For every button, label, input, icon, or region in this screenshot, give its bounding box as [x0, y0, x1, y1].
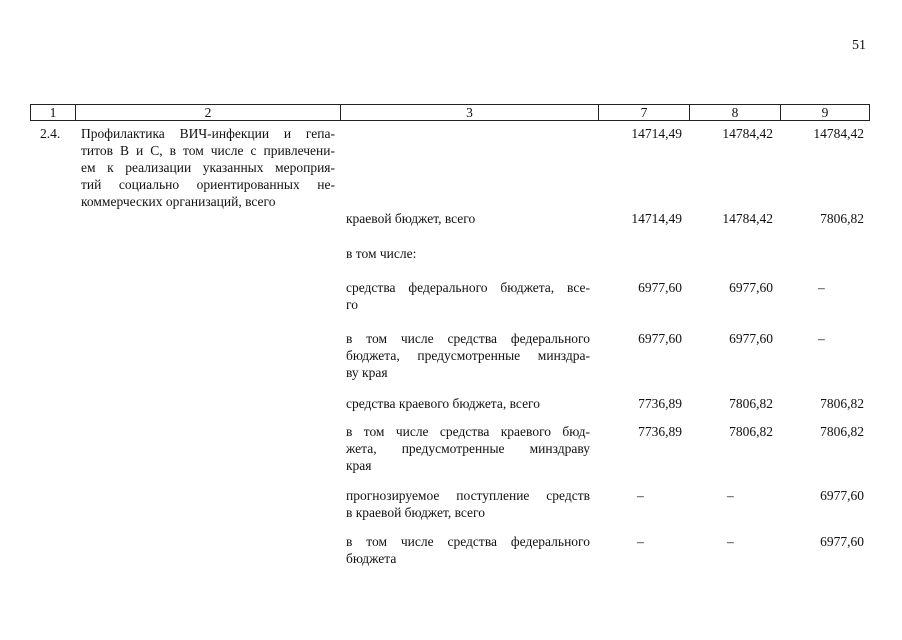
item-value-col9: 6977,60: [820, 534, 864, 549]
budget-item: [346, 245, 590, 262]
budget-item-line: края: [346, 458, 372, 473]
row-total-col7: 14714,49: [631, 126, 682, 141]
budget-item-line: краевой бюджет, всего: [346, 211, 476, 226]
budget-item-line: жета, предусмотренные минздраву: [346, 441, 590, 456]
header-col-7: 7: [640, 105, 648, 120]
item-value-col8: 7806,82: [729, 424, 773, 439]
budget-item-line: в том числе средства федерального: [346, 534, 590, 549]
budget-item: [346, 330, 590, 381]
budget-item: [346, 423, 590, 474]
budget-item-line: го: [346, 297, 358, 312]
item-value-col7: 7736,89: [638, 424, 682, 439]
item-value-col9-text: –: [818, 280, 825, 295]
item-value-col9: 6977,60: [820, 488, 864, 503]
item-value-col7: 7736,89: [638, 396, 682, 411]
budget-item-line: в том числе средства федерального: [346, 331, 590, 346]
item-value-col8-text: –: [727, 534, 734, 549]
budget-item-line: в том числе:: [346, 246, 417, 261]
budget-item: [346, 210, 590, 227]
item-value-col7: 6977,60: [638, 280, 682, 295]
budget-item-line: в том числе средства краевого бюд-: [346, 424, 590, 439]
row-title: [81, 125, 335, 210]
item-value-col9: 7806,82: [820, 211, 864, 226]
budget-item-line: прогнозируемое поступление средств: [346, 488, 590, 503]
row-title-line: коммерческих организаций, всего: [81, 194, 276, 209]
page-number: 51: [852, 38, 866, 53]
budget-item-line: средства краевого бюджета, всего: [346, 396, 541, 411]
row-title-line: ем к реализации указанных мероприя-: [81, 160, 335, 175]
item-value-col9-text: –: [818, 331, 825, 346]
budget-item: [346, 487, 590, 521]
row-title-line: титов В и С, в том числе с привлечени-: [81, 143, 335, 158]
header-col-1: 1: [49, 105, 57, 120]
header-col-9: 9: [821, 105, 829, 120]
header-col-3: 3: [466, 105, 473, 120]
row-title-line: Профилактика ВИЧ-инфекции и гепа-: [81, 126, 335, 141]
item-value-col8-text: –: [727, 488, 734, 503]
item-value-col8: 6977,60: [729, 331, 773, 346]
budget-item-line: бюджета: [346, 551, 397, 566]
item-value-col7: 14714,49: [631, 211, 682, 226]
row-number: 2.4.: [40, 126, 61, 141]
item-value-col7: 6977,60: [638, 331, 682, 346]
item-value-col8: 7806,82: [729, 396, 773, 411]
item-value-col9: 7806,82: [820, 396, 864, 411]
budget-item-line: средства федерального бюджета, все-: [346, 280, 590, 295]
budget-item: [346, 533, 590, 567]
row-total-col8: 14784,42: [722, 126, 773, 141]
budget-item-line: в краевой бюджет, всего: [346, 505, 485, 520]
item-value-col7-text: –: [637, 534, 644, 549]
item-value-col8: 14784,42: [722, 211, 773, 226]
header-col-8: 8: [731, 105, 739, 120]
item-value-col7-text: –: [637, 488, 644, 503]
budget-item: [346, 279, 590, 313]
budget-item-line: бюджета, предусмотренные минздра-: [346, 348, 590, 363]
item-value-col8: 6977,60: [729, 280, 773, 295]
item-value-col9: 7806,82: [820, 424, 864, 439]
table-header-row: [30, 104, 870, 121]
budget-item: [346, 395, 590, 412]
header-col-2: 2: [204, 105, 212, 120]
row-title-line: тий социально ориентированных не-: [81, 177, 335, 192]
budget-item-line: ву края: [346, 365, 388, 380]
row-total-col9: 14784,42: [813, 126, 864, 141]
